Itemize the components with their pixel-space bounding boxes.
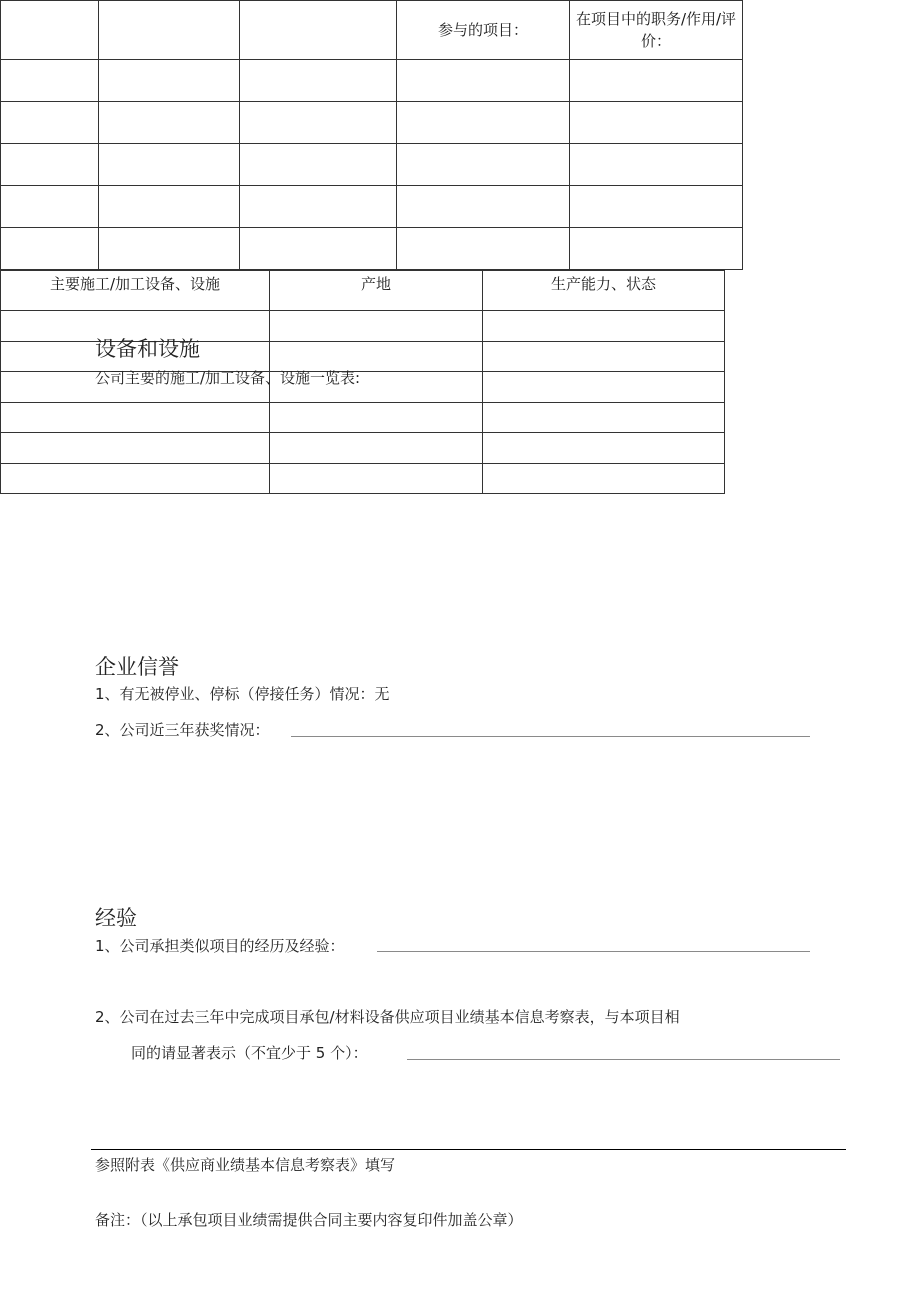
table-cell[interactable] <box>1 228 99 270</box>
experience-item-record-line1: 2、公司在过去三年中完成项目承包/材料设备供应项目业绩基本信息考察表，与本项目相 <box>95 1008 680 1026</box>
experience-item-record-line2: 同的请显著表示（不宜少于 5 个）： <box>131 1044 368 1062</box>
reputation-item-awards: 2、公司近三年获奖情况： <box>95 721 270 739</box>
header-equipment: 主要施工/加工设备、设施 <box>1 271 270 311</box>
table-cell[interactable] <box>570 60 743 102</box>
header-cell <box>99 1 240 60</box>
footer-reference: 参照附表《供应商业绩基本信息考察表》填写 <box>95 1156 396 1174</box>
equipment-heading: 设备和设施 <box>95 337 200 361</box>
table-cell[interactable] <box>397 186 570 228</box>
header-capacity-status: 生产能力、状态 <box>483 271 725 311</box>
table-cell[interactable] <box>270 463 483 494</box>
table-cell[interactable] <box>397 102 570 144</box>
table-cell[interactable] <box>483 311 725 342</box>
experience-heading: 经验 <box>95 906 137 930</box>
footer-divider <box>91 1149 846 1150</box>
header-role-evaluation: 在项目中的职务/作用/评价： <box>570 1 743 60</box>
table-cell[interactable] <box>483 433 725 464</box>
table-cell[interactable] <box>1 60 99 102</box>
table-row <box>1 228 743 270</box>
table-cell[interactable] <box>240 228 397 270</box>
header-participated-projects: 参与的项目： <box>397 1 570 60</box>
table-cell[interactable] <box>1 402 270 433</box>
table-cell[interactable] <box>99 60 240 102</box>
header-origin: 产地 <box>270 271 483 311</box>
table-cell[interactable] <box>483 372 725 403</box>
equipment-intro: 公司主要的施工/加工设备、设施一览表: <box>95 369 361 387</box>
table-cell[interactable] <box>570 144 743 186</box>
personnel-table <box>0 0 743 270</box>
table-cell[interactable] <box>1 463 270 494</box>
table-cell[interactable] <box>99 144 240 186</box>
reputation-item-suspension: 1、有无被停业、停标（停接任务）情况：无 <box>95 685 390 703</box>
table-row <box>1 433 725 464</box>
table-cell[interactable] <box>1 102 99 144</box>
table-row <box>1 402 725 433</box>
table-cell[interactable] <box>397 144 570 186</box>
table-cell[interactable] <box>99 102 240 144</box>
table-cell[interactable] <box>570 228 743 270</box>
table-cell[interactable] <box>570 186 743 228</box>
record-fill-line[interactable] <box>407 1059 840 1060</box>
table-cell[interactable] <box>397 60 570 102</box>
table-cell[interactable] <box>483 463 725 494</box>
table-header-row <box>1 1 743 60</box>
experience-item-similar: 1、公司承担类似项目的经历及经验： <box>95 937 345 955</box>
header-cell <box>1 1 99 60</box>
table-cell[interactable] <box>397 228 570 270</box>
table-row <box>1 463 725 494</box>
table-cell[interactable] <box>240 144 397 186</box>
experience-fill-line[interactable] <box>377 951 810 952</box>
table-cell[interactable] <box>483 402 725 433</box>
table-row <box>1 186 743 228</box>
table-cell[interactable] <box>99 186 240 228</box>
table-row <box>1 144 743 186</box>
table-cell[interactable] <box>240 60 397 102</box>
table-cell[interactable] <box>570 102 743 144</box>
table-header-row <box>1 271 725 311</box>
table-row <box>1 60 743 102</box>
table-cell[interactable] <box>1 144 99 186</box>
table-cell[interactable] <box>483 341 725 372</box>
table-cell[interactable] <box>99 228 240 270</box>
reputation-heading: 企业信誉 <box>95 655 179 679</box>
table-cell[interactable] <box>270 433 483 464</box>
table-cell[interactable] <box>1 433 270 464</box>
header-cell <box>240 1 397 60</box>
footer-note: 备注：（以上承包项目业绩需提供合同主要内容复印件加盖公章） <box>95 1211 523 1229</box>
table-cell[interactable] <box>240 102 397 144</box>
table-cell[interactable] <box>270 311 483 342</box>
table-row <box>1 102 743 144</box>
table-cell[interactable] <box>270 402 483 433</box>
table-cell[interactable] <box>1 186 99 228</box>
awards-fill-line[interactable] <box>291 736 810 737</box>
table-cell[interactable] <box>240 186 397 228</box>
